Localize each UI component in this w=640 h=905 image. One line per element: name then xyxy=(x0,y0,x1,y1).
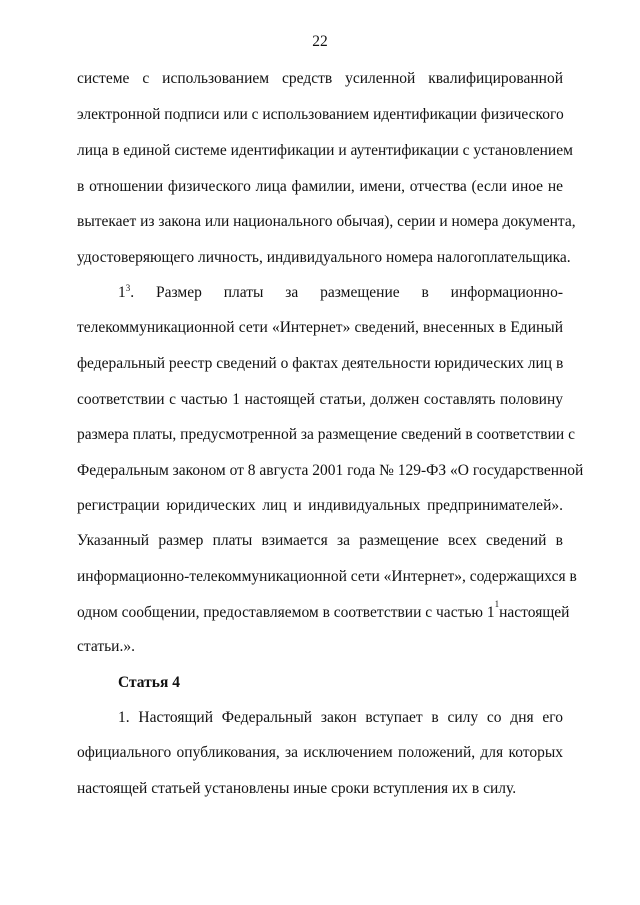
text-line: телекоммуникационной сети «Интернет» сведений, внесенных в Единый xyxy=(77,319,563,336)
text-line: вытекает из закона или национального обычая), серии и номера документа, xyxy=(77,213,576,230)
text-line: регистрации юридических лиц и индивидуальных предпринимателей». xyxy=(77,497,563,514)
text-line: Федеральным законом от 8 августа 2001 года № 129-ФЗ «О государственной xyxy=(77,462,584,479)
text-line: информационно-телекоммуникационной сети «Интернет», содержащихся в xyxy=(77,568,577,585)
text-line xyxy=(118,284,563,302)
text-line: федеральный реестр сведений о фактах деятельности юридических лиц в xyxy=(77,355,564,372)
text-line: официального опубликования, за исключением положений, для которых xyxy=(77,744,563,761)
text-line: статьи.». xyxy=(77,638,135,655)
text-line: 1. Настоящий Федеральный закон вступает в силу со дня его xyxy=(118,709,563,726)
paragraph-number: $1^3$ xyxy=(118,282,131,301)
text-line: настоящей статьей установлены иные сроки вступления их в силу. xyxy=(77,780,517,797)
article-heading: Статья 4 xyxy=(118,674,180,691)
text-fragment: настоящей xyxy=(499,604,570,621)
text-line: системе с использованием средств усиленной квалифицированной xyxy=(77,70,563,87)
text-line xyxy=(77,599,570,622)
page-number: 22 xyxy=(312,33,328,50)
text-line: в отношении физического лица фамилии, имени, отчества (если иное не xyxy=(77,178,563,195)
text-line: размера платы, предусмотренной за размещение сведений в соответствии с xyxy=(77,426,575,443)
text-line: Указанный размер платы взимается за размещение всех сведений в xyxy=(77,532,563,549)
text-fragment: одном сообщении, предоставляемом в соответствии с частью 1 xyxy=(77,604,495,621)
text-line: соответствии с частью 1 настоящей статьи, должен составлять половину xyxy=(77,391,563,408)
text-line: электронной подписи или с использованием идентификации физического xyxy=(77,106,564,123)
text-line: удостоверяющего личность, индивидуального номера налогоплательщика. xyxy=(77,249,571,266)
paragraph-first-line-text: . Размер платы за размещение в информационно- xyxy=(130,284,563,301)
text-line: лица в единой системе идентификации и аутентификации с установлением xyxy=(77,142,573,159)
footnote-superscript: 1 xyxy=(494,599,500,609)
